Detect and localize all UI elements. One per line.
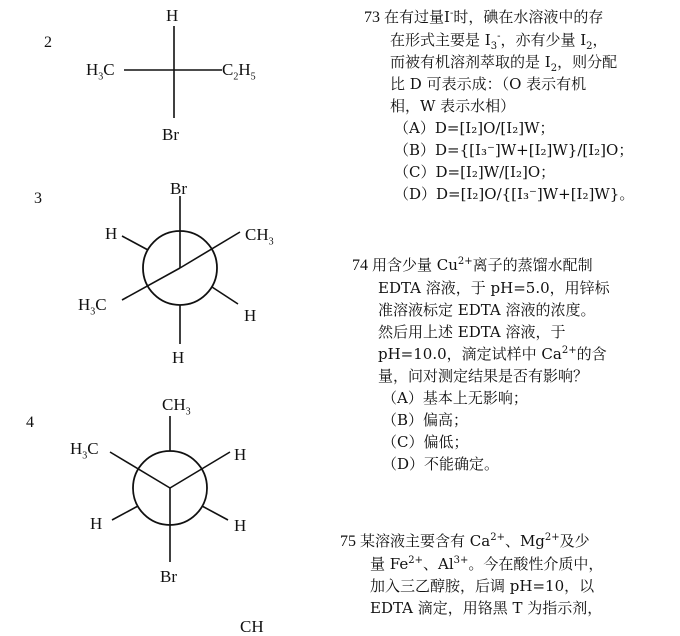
option-d: （D）不能确定。 <box>382 455 500 473</box>
text-line: 。今在酸性介质中， <box>468 555 604 573</box>
structure-number-4: 4 <box>26 414 34 431</box>
text-line: 离子的蒸馏水配制 <box>472 256 593 274</box>
structure-number-3: 3 <box>34 190 42 207</box>
question-75 <box>340 530 603 619</box>
text-line: 时，碘在水溶液中的存 <box>453 8 604 26</box>
text-line: 然后用上述 EDTA 溶液，于 <box>378 323 566 341</box>
text-line: 的含 <box>576 345 607 363</box>
structure-4-br: Br <box>160 567 177 586</box>
text-line: 用含少量 Cu <box>372 256 458 274</box>
superscript: - <box>497 31 501 42</box>
text-line: 而被有机溶剂萃取的是 I <box>390 53 551 71</box>
subscript: 2 <box>586 41 593 52</box>
structure-4-ch3: $CH_3$ <box>162 395 191 418</box>
structure-4-h-upper-right: H <box>234 445 247 464</box>
subscript: 3 <box>490 41 498 52</box>
structure-4-h-lower-right: H <box>234 516 247 535</box>
option-a: （A）D=[I₂]O/[I₂]W； <box>394 119 555 137</box>
option-a: （A）基本上无影响； <box>382 389 528 407</box>
option-b: （B）偏高； <box>382 411 469 429</box>
structure-2-top-h: H <box>166 6 179 25</box>
text-line: EDTA 滴定，用铬黑 T 为指示剂， <box>370 599 603 617</box>
structure-3-h-upper-left: H <box>105 224 118 243</box>
text-line: 量，问对测定结果是否有影响？ <box>378 367 589 385</box>
text-line: 量 Fe <box>370 555 409 573</box>
superscript: 2+ <box>561 345 577 356</box>
structure-3-h-bottom: H <box>172 348 185 367</box>
structure-4-newman <box>0 0 1 1</box>
subscript: 2 <box>550 63 558 74</box>
structure-2-right-c2h5: $C_2H_5$ <box>222 60 256 83</box>
text-line: 某溶液主要含有 Ca <box>360 532 491 550</box>
structure-number-2: 2 <box>44 34 52 51</box>
option-c: （C）偏低； <box>382 433 469 451</box>
superscript: 3+ <box>453 555 469 566</box>
structure-2-bottom-br: Br <box>162 125 179 144</box>
question-number: 73 <box>364 9 380 26</box>
question-number: 74 <box>352 257 368 274</box>
text-line: 、Al <box>422 555 454 573</box>
structure-3-br: Br <box>170 179 187 198</box>
text-line: 准溶液标定 EDTA 溶液的浓度。 <box>378 301 596 319</box>
option-c: （C）D=[I₂]W/[I₂]O； <box>394 163 556 181</box>
structure-3-h3c: $H_3C$ <box>78 295 107 318</box>
text-line: 加入三乙醇胺，后调 pH=10，以 <box>370 577 595 595</box>
superscript: 2+ <box>457 256 473 267</box>
text-line: 及少 <box>559 532 590 550</box>
option-d: （D）D=[I₂]O/{[I₃⁻]W+[I₂]W}。 <box>394 185 635 203</box>
option-b: （B）D={[I₃⁻]W+[I₂]W}/[I₂]O； <box>394 141 634 159</box>
question-74 <box>352 254 610 475</box>
superscript: 2+ <box>490 532 505 543</box>
text-line: 、Mg <box>504 532 545 550</box>
superscript: 2+ <box>544 532 560 543</box>
text-line: 在形式主要是 I <box>390 31 491 49</box>
text-line: ，亦有少量 I <box>500 31 587 49</box>
superscript: - <box>449 8 454 19</box>
text-line: 比 D 可表示成：（O 表示有机 <box>390 75 587 93</box>
text-line: EDTA 溶液，于 pH=5.0，用锌标 <box>378 279 610 297</box>
text-line: pH=10.0，滴定试样中 Ca <box>378 345 562 363</box>
question-number: 75 <box>340 533 356 550</box>
superscript: 2+ <box>408 555 423 566</box>
text-line: 相，W 表示水相） <box>390 97 516 115</box>
partial-bottom-text: CH <box>240 617 264 636</box>
structure-3-ch3: $CH_3$ <box>245 225 274 248</box>
text-line: 在有过量I <box>384 8 450 26</box>
text-line: ，则分配 <box>557 53 618 71</box>
structure-2-left-ch3: $H_3C$ <box>86 60 115 83</box>
structure-3-h-lower-right: H <box>244 306 257 325</box>
text-line: ， <box>592 31 608 49</box>
question-73 <box>364 6 634 205</box>
structure-4-h-lower-left: H <box>90 514 103 533</box>
structure-4-h3c: $H_3C$ <box>70 439 99 462</box>
